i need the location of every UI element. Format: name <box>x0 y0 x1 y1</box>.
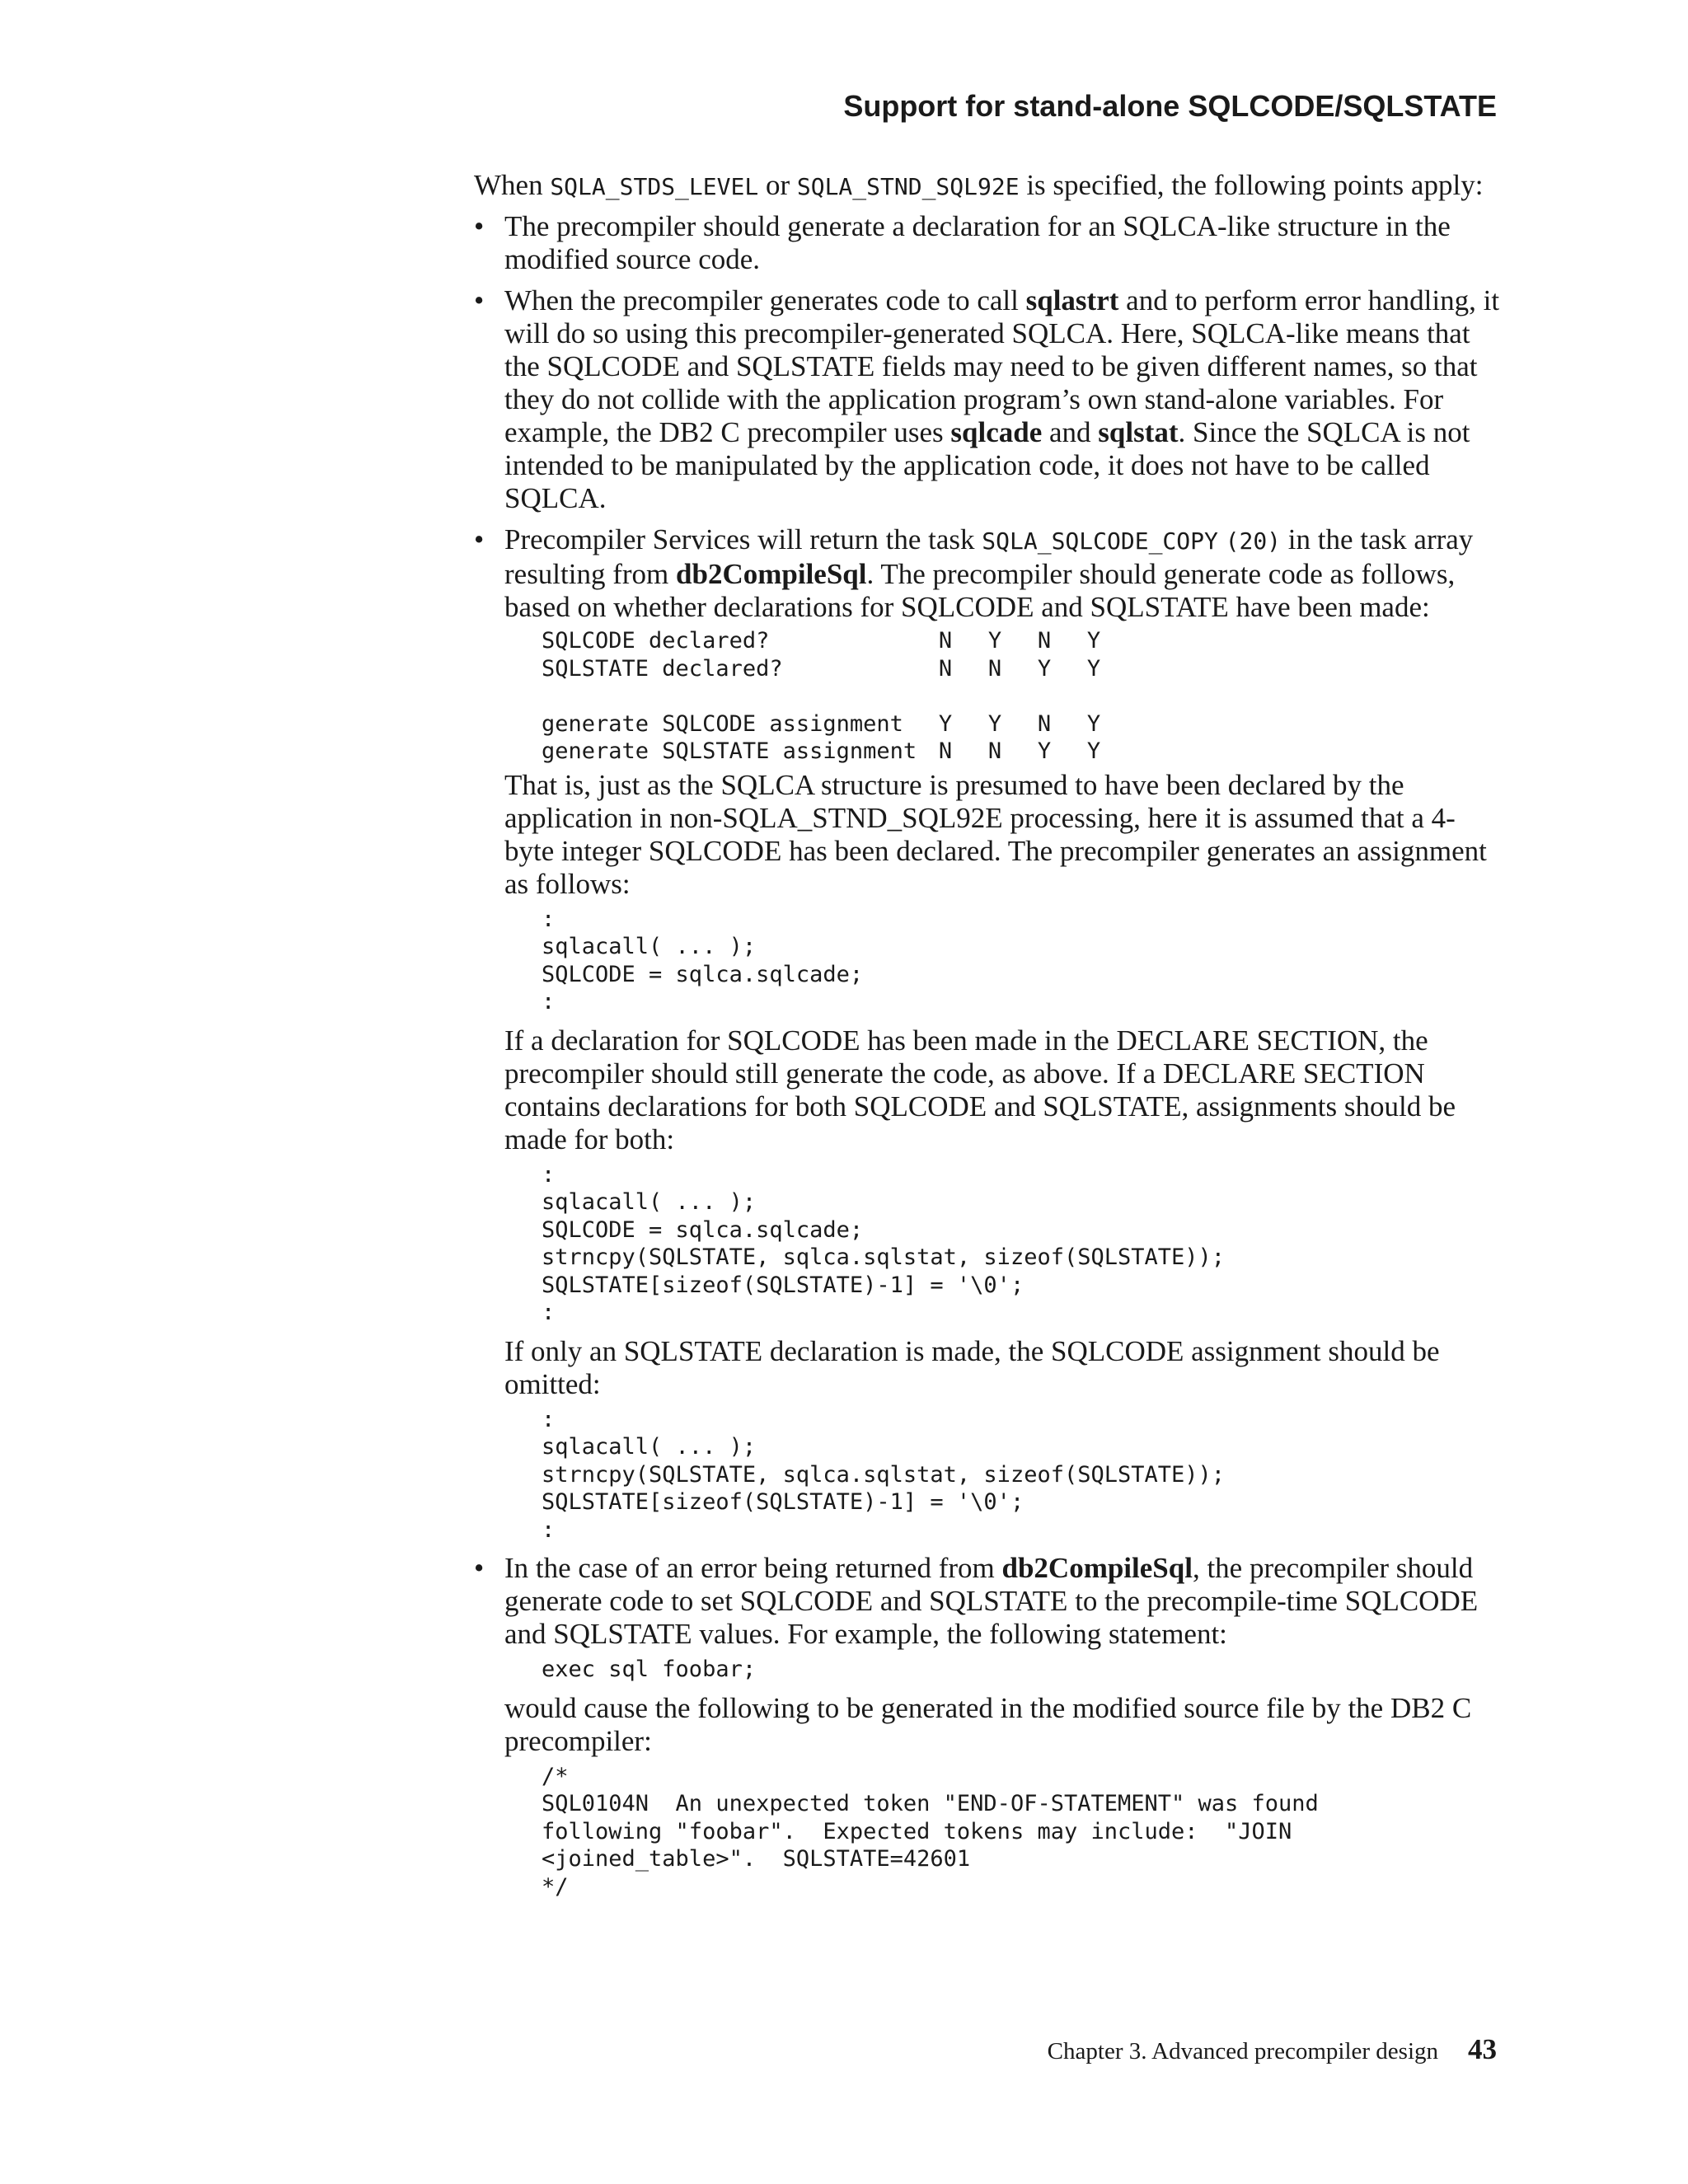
table-cell: Y <box>987 628 1002 654</box>
list-item <box>474 284 1504 515</box>
table-cell: N <box>938 738 953 764</box>
code-term: SQLA_STDS_LEVEL <box>550 173 759 200</box>
table-cell: Y <box>1086 655 1101 682</box>
code-block: /* SQL0104N An unexpected token "END-OF-STATEMENT" was found following "foobar". Expected tokens may include: "JOIN <joined_table>". SQLSTATE=42601 */ <box>542 1763 1319 1900</box>
code-block: exec sql foobar; <box>542 1657 757 1682</box>
table-cell: Y <box>1086 710 1101 737</box>
table-row <box>542 627 1118 655</box>
item-text: When the precompiler generates code to call sqlastrt and to perform error handling, it will do so using this precompiler-generated SQLCA. Here, SQLCA-like means that the SQLCODE and SQLSTATE fields may need to be given different names, so that they do not collide with the application program’s own stand-alone variables. For example, the DB2 C precompiler uses sqlcade and sqlstat. Since the SQLCA is not intended to be manipulated by the application code, it does not have to be called SQLCA. <box>504 284 1500 514</box>
list-item <box>474 1552 1504 1900</box>
chapter-title: Chapter 3. Advanced precompiler design <box>1047 2038 1438 2064</box>
item-text: In the case of an error being returned from db2CompileSql, the precompiler should generate code to set SQLCODE and SQLSTATE to the precompile-time SQLCODE and SQLSTATE values. For example, the following statement: <box>504 1552 1479 1650</box>
item-paragraph: would cause the following to be generated in the modified source file by the DB2 C precompiler: <box>504 1691 1472 1757</box>
table-spacer-row <box>542 682 1118 710</box>
table-cell: N <box>1037 710 1052 737</box>
table-cell: N <box>1037 628 1052 654</box>
list-item <box>474 523 1504 1544</box>
code-block: : sqlacall( ... ); strncpy(SQLSTATE, sqlca.sqlstat, sizeof(SQLSTATE)); SQLSTATE[sizeof(SQLSTATE)-1] = '\0'; : <box>542 1406 1226 1543</box>
item-paragraph: That is, just as the SQLCA structure is presumed to have been declared by the application in non-SQLA_STND_SQL92E processing, here it is assumed that a 4-byte integer SQLCODE has been declared. The precompiler generates an assignment as follows: <box>504 768 1487 900</box>
table-cell: N <box>938 655 953 682</box>
table-cell: Y <box>1037 738 1052 764</box>
page-footer <box>1048 2033 1497 2066</box>
item-text: Precompiler Services will return the task SQLA_SQLCODE_COPY (20) in the task array resulting from db2CompileSql. The precompiler should generate code as follows, based on whether declarations for SQLCODE and SQLSTATE have been made: <box>504 523 1474 623</box>
bold-term: sqlcade <box>950 416 1043 448</box>
code-block: : sqlacall( ... ); SQLCODE = sqlca.sqlcade; : <box>542 906 864 1015</box>
table-cell: N <box>987 738 1002 764</box>
bold-term: db2CompileSql <box>1001 1552 1193 1584</box>
bullet-marker: • <box>474 210 485 242</box>
table-cell: Y <box>987 710 1002 737</box>
table-cell: Y <box>1037 655 1052 682</box>
points-list <box>474 210 1504 1900</box>
code-term: SQLA_SQLCODE_COPY <box>982 527 1218 555</box>
item-paragraph: If a declaration for SQLCODE has been made in the DECLARE SECTION, the precompiler should still generate the code, as above. If a DECLARE SECTION contains declarations for both SQLCODE and SQLSTATE, assignments should be made for both: <box>504 1024 1456 1155</box>
table-cell: Y <box>1086 738 1101 764</box>
row-label: SQLCODE declared? <box>542 628 770 654</box>
table-row <box>542 738 1118 766</box>
page-body <box>474 169 1504 1909</box>
table-row <box>542 710 1118 738</box>
bullet-marker: • <box>474 523 485 555</box>
code-term: SQLA_STND_SQL92E <box>796 173 1020 200</box>
row-label: generate SQLCODE assignment <box>542 710 903 737</box>
table-cell: Y <box>1086 628 1101 654</box>
table-cell: N <box>987 655 1002 682</box>
table-row <box>542 655 1118 683</box>
item-text: The precompiler should generate a declaration for an SQLCA-like structure in the modified source code. <box>504 210 1451 275</box>
row-label: SQLSTATE declared? <box>542 655 783 682</box>
bullet-marker: • <box>474 1552 485 1584</box>
declaration-table <box>542 627 1118 766</box>
page-number: 43 <box>1468 2033 1497 2065</box>
list-item <box>474 210 1504 276</box>
intro-text: When <box>474 169 551 201</box>
code-term: (20) <box>1225 527 1282 555</box>
bold-term: sqlstat <box>1098 416 1179 448</box>
row-label: generate SQLSTATE assignment <box>542 738 917 764</box>
running-header: Support for stand-alone SQLCODE/SQLSTATE <box>843 89 1497 123</box>
code-block: : sqlacall( ... ); SQLCODE = sqlca.sqlcade; strncpy(SQLSTATE, sqlca.sqlstat, sizeof(SQLSTATE)); SQLSTATE[sizeof(SQLSTATE)-1] = '\0'; : <box>542 1161 1226 1325</box>
bullet-marker: • <box>474 284 485 316</box>
bold-term: db2CompileSql <box>676 558 867 590</box>
bold-term: sqlastrt <box>1025 284 1119 316</box>
table-cell: N <box>938 628 953 654</box>
table-cell: Y <box>938 710 953 737</box>
intro-paragraph <box>474 169 1504 204</box>
intro-text: is specified, the following points apply: <box>1019 169 1484 201</box>
intro-text: or <box>758 169 797 201</box>
item-paragraph: If only an SQLSTATE declaration is made, the SQLCODE assignment should be omitted: <box>504 1334 1440 1400</box>
